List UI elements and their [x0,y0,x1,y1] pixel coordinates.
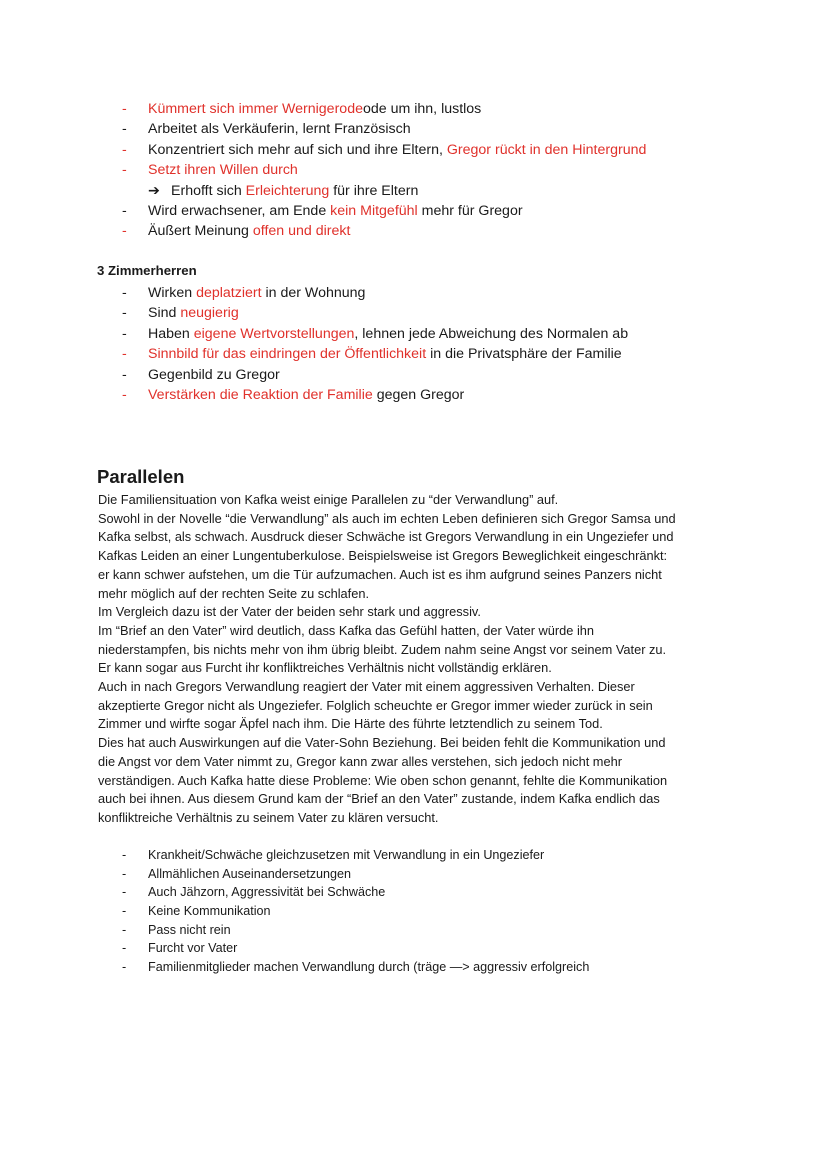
arrow-icon: ➔ [148,182,160,199]
list-item-text [148,99,481,119]
list-item [0,119,828,139]
list-item-text [148,344,622,364]
highlighted-text: neugierig [180,305,239,322]
sister-traits-list [0,99,828,242]
text-segment: mehr für Gregor [417,202,523,219]
list-item [0,324,828,344]
zimmerherren-heading: 3 Zimmerherren [97,263,197,278]
list-item-text [148,324,628,344]
text-segment: Gegenbild zu Gregor [148,366,280,383]
bullet-dash: - [122,386,127,403]
paragraph-line: die Angst vor dem Vater nimmt zu, Gregor kann zwar alles verstehen, sich jedoch nicht mehr [98,753,622,769]
list-item-text [148,140,646,160]
list-item-text: Furcht vor Vater [148,941,238,956]
text-segment: , lehnen jede Abweichung des Normalen ab [354,325,629,342]
text-segment: Arbeitet als Verkäuferin, lernt Französisch [148,121,411,138]
highlighted-text: eigene Wertvorstellungen [193,325,355,342]
list-item-text: Keine Kommunikation [148,904,271,919]
highlighted-text: Gregor rückt in den Hintergrund [446,141,647,158]
list-item-text [148,201,523,221]
parallelen-paragraph [98,491,748,828]
parallelen-title: Parallelen [97,466,185,487]
list-item-text [148,283,365,303]
text-segment: Konzentriert sich mehr auf sich und ihre Eltern, [148,141,447,158]
paragraph-line: Auch in nach Gregors Verwandlung reagiert der Vater mit einem aggressiven Verhalten. Dieser [98,679,635,695]
paragraph-line: Kafkas Leiden an einer Lungentuberkulose. Beispielsweise ist Gregors Beweglichkeit eingeschränkt: [98,548,668,564]
list-item-text [148,221,350,241]
bullet-dash: - [122,848,127,862]
list-item-text [148,160,298,180]
list-item [0,201,828,221]
list-item-text [148,365,280,385]
list-item [0,140,828,160]
list-item [0,385,828,405]
paragraph-line: Zimmer und wirfte sogar Äpfel nach ihm. Die Härte des führte letztendlich zu seinem Tod. [98,716,603,732]
list-item-text: Krankheit/Schwäche gleichzusetzen mit Verwandlung in ein Ungeziefer [148,848,545,862]
list-item-text: Allmählichen Auseinandersetzungen [148,866,352,881]
text-segment: gegen Gregor [372,386,465,403]
bullet-dash: - [122,202,127,219]
list-item-text [148,119,411,139]
list-item [0,221,828,241]
highlighted-text: offen und direkt [252,223,351,240]
highlighted-text: Erleichterung [245,182,330,199]
paragraph-line: Dies hat auch Auswirkungen auf die Vater-Sohn Beziehung. Bei beiden fehlt die Kommunikation und [98,735,666,751]
paragraph-line: akzeptierte Gregor nicht als Ungeziefer. Folglich scheuchte er Gregor immer wieder zurück in sein [98,697,653,713]
bullet-dash: - [122,121,127,138]
bullet-dash: - [122,162,127,179]
bullet-dash: - [122,325,127,342]
summary-list [0,846,828,977]
list-item-text: Familienmitglieder machen Verwandlung durch (träge —> aggressiv erfolgreich [148,960,590,975]
paragraph-line: konfliktreiche Verhältnis zu seinem Vater zu klären versucht. [98,809,439,825]
text-segment: Erhofft sich [171,182,246,199]
zimmerherren-list [0,283,828,405]
paragraph-line: Im Vergleich dazu ist der Vater der beiden sehr stark und aggressiv. [98,604,481,620]
paragraph-line: er kann schwer aufstehen, um die Tür aufzumachen. Auch ist es ihm aufgrund seines Panzers nicht [98,566,662,582]
paragraph-line: Kafka selbst, als schwach. Ausdruck dieser Schwäche ist Gregors Verwandlung in ein Ungeziefer und [98,529,674,545]
bullet-dash: - [122,141,127,158]
list-item [0,865,828,884]
bullet-dash: - [122,346,127,363]
list-item-text [148,385,464,405]
bullet-dash: - [122,885,127,900]
bullet-dash: - [122,305,127,322]
text-segment: Äußert Meinung [148,223,253,240]
paragraph-line: auch bei ihnen. Aus diesem Grund kam der “Brief an den Vater” zustande, indem Kafka endlich das [98,791,660,807]
list-item [0,160,828,180]
text-segment: ode um ihn, lustlos [362,101,482,117]
paragraph-line: Im “Brief an den Vater” wird deutlich, dass Kafka das Gefühl hatten, der Vater würde ihn [98,622,595,638]
text-segment: in die Privatsphäre der Familie [426,346,622,363]
bullet-dash: - [122,101,127,117]
list-item [0,958,828,977]
list-item [0,365,828,385]
text-segment: Sind [148,305,181,322]
bullet-dash: - [122,223,127,240]
bullet-dash: - [122,366,127,383]
highlighted-text: kein Mitgefühl [330,202,418,219]
list-item-text [171,181,418,201]
list-item [0,883,828,902]
highlighted-text: deplatziert [196,285,262,301]
list-item [0,902,828,921]
highlighted-text: Kümmert sich immer Wernigerode [148,101,363,117]
highlighted-text: Setzt ihren Willen durch [148,162,298,179]
bullet-dash: - [122,285,127,301]
bullet-dash: - [122,904,127,919]
paragraph-line: mehr möglich auf der rechten Seite zu schlafen. [98,585,370,601]
list-item [0,921,828,940]
list-item [0,181,828,201]
highlighted-text: Verstärken die Reaktion der Familie [148,386,373,403]
bullet-dash: - [122,960,127,975]
text-segment: für ihre Eltern [329,182,419,199]
list-item [0,283,828,303]
text-segment: Wird erwachsener, am Ende [148,202,331,219]
bullet-dash: - [122,866,127,881]
paragraph-line: Die Familiensituation von Kafka weist einige Parallelen zu “der Verwandlung” auf. [98,492,559,507]
paragraph-line: niederstampfen, bis nichts mehr von ihm übrig bleibt. Zudem nahm seine Angst vor seinem Vater zu. [98,641,667,657]
bullet-dash: - [122,941,127,956]
list-item-text [148,303,239,323]
list-item-text: Pass nicht rein [148,922,231,937]
list-item-text: Auch Jähzorn, Aggressivität bei Schwäche [148,885,386,900]
paragraph-line: verständigen. Auch Kafka hatte diese Probleme: Wie oben schon genannt, fehlte die Kommunikation [98,772,668,788]
list-item [0,99,828,119]
text-segment: in der Wohnung [261,285,366,301]
list-item [0,303,828,323]
list-item [0,846,828,865]
list-item [0,939,828,958]
bullet-dash: - [122,922,127,937]
text-segment: Wirken [148,285,197,301]
text-segment: Haben [148,325,194,342]
list-item [0,344,828,364]
highlighted-text: Sinnbild für das eindringen der Öffentlichkeit [148,346,427,363]
paragraph-line: Sowohl in der Novelle “die Verwandlung” als auch im echten Leben definieren sich Gregor Samsa und [98,510,676,526]
paragraph-line: Er kann sogar aus Furcht ihr konfliktreiches Verhältnis nicht vollständig erklären. [98,660,552,676]
